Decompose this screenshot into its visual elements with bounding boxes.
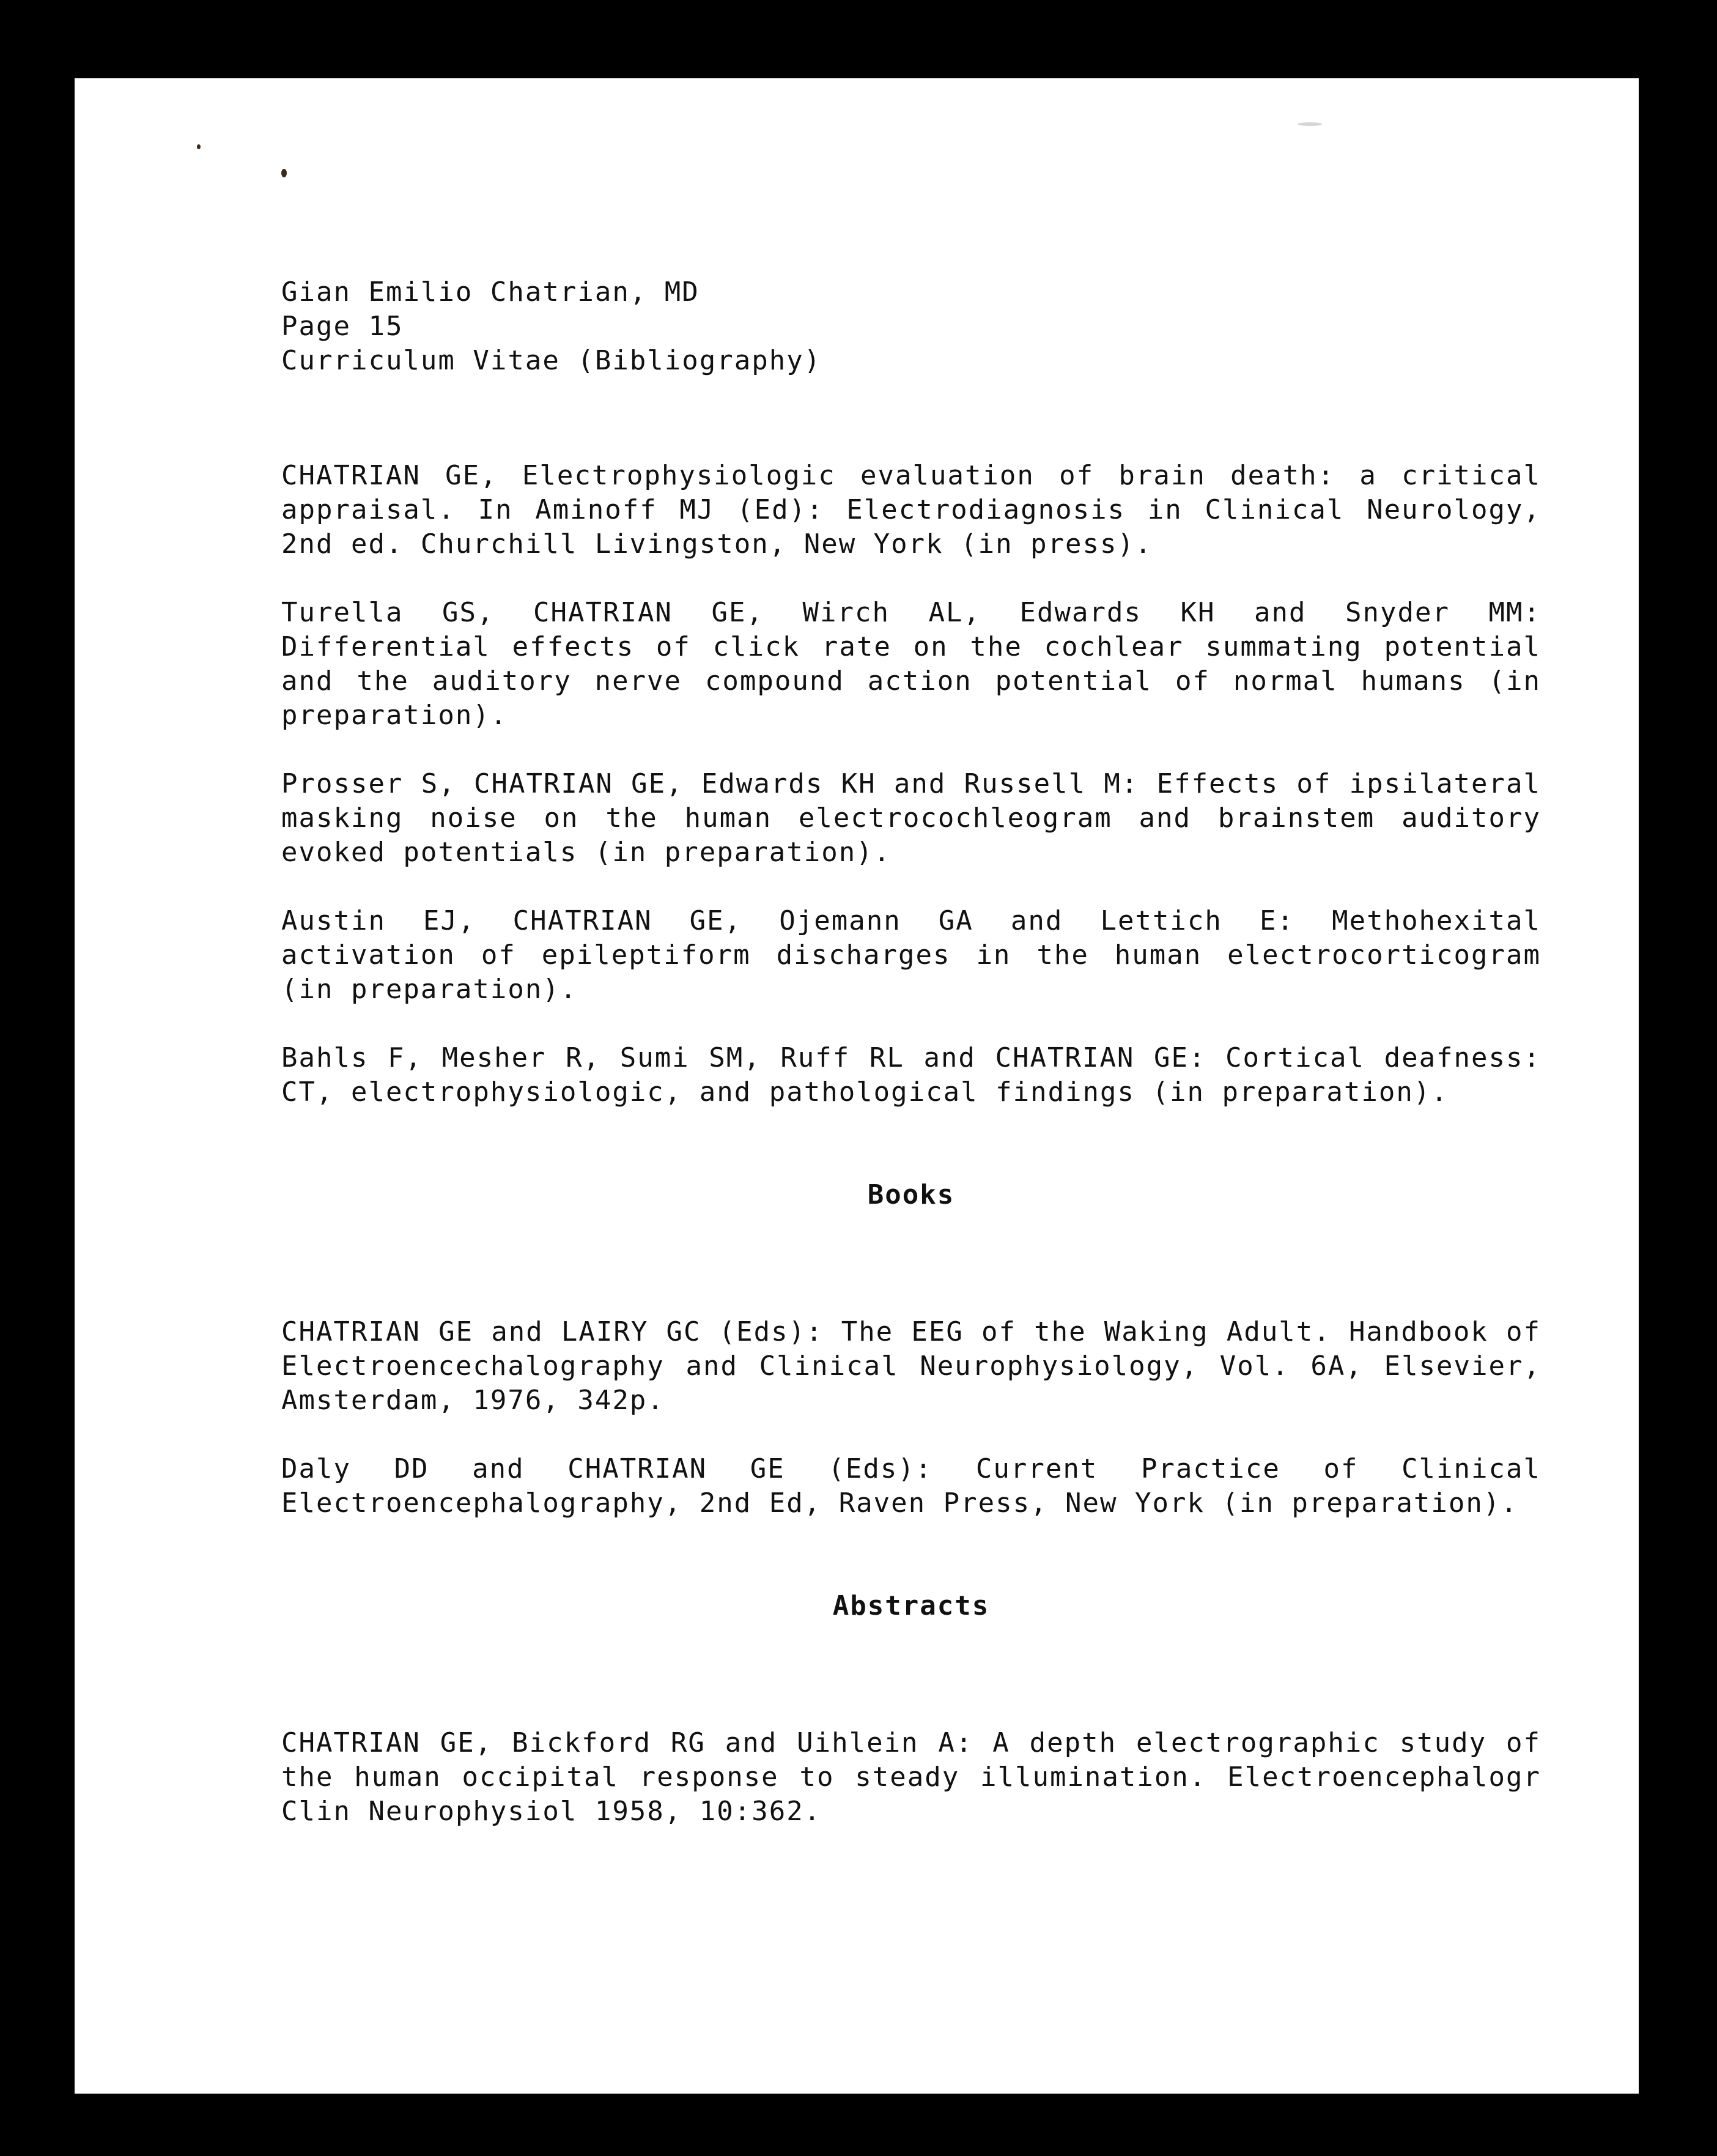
book-entry: CHATRIAN GE and LAIRY GC (Eds): The EEG of the Waking Adult. Handbook of Electroencechalography and Clinical Neurophysiology, Vol. 6A, Elsevier, Amsterdam, 1976, 342p. [281, 1316, 1541, 1416]
publication-entry: CHATRIAN GE, Electrophysiologic evaluation of brain death: a critical appraisal. In Aminoff MJ (Ed): Electrodiagnosis in Clinical Neurology, 2nd ed. Churchill Livingston, New York (in press). [281, 460, 1541, 560]
ink-speck [197, 144, 201, 149]
page-header [281, 275, 1541, 378]
publication-entry: Prosser S, CHATRIAN GE, Edwards KH and Russell M: Effects of ipsilateral masking noise on the human electrocochleogram and brainstem auditory evoked potentials (in preparation). [281, 768, 1541, 868]
book-entry: Daly DD and CHATRIAN GE (Eds): Current Practice of Clinical Electroencephalography, 2nd Ed, Raven Press, New York (in preparation). [281, 1453, 1541, 1519]
author-name: Gian Emilio Chatrian, MD [281, 276, 700, 308]
publication-entry: Turella GS, CHATRIAN GE, Wirch AL, Edwards KH and Snyder MM: Differential effects of click rate on the cochlear summating potential and the auditory nerve compound action potential of normal humans (in preparation). [281, 597, 1541, 731]
document-title: Curriculum Vitae (Bibliography) [281, 345, 822, 376]
publication-entry: Bahls F, Mesher R, Sumi SM, Ruff RL and CHATRIAN GE: Cortical deafness: CT, electrophysiologic, and pathological findings (in preparation). [281, 1042, 1541, 1108]
ink-speck [281, 169, 287, 177]
abstract-entry: CHATRIAN GE, Bickford RG and Uihlein A: A depth electrographic study of the human occipital response to steady illumination. Electroencephalogr Clin Neurophysiol 1958, 10:362. [281, 1727, 1541, 1827]
bibliography-content [281, 275, 1541, 1863]
section-heading-books: Books [867, 1179, 955, 1210]
section-heading-abstracts: Abstracts [832, 1590, 990, 1621]
page-number: Page 15 [281, 311, 404, 342]
publication-entry: Austin EJ, CHATRIAN GE, Ojemann GA and Lettich E: Methohexital activation of epileptiform discharges in the human electrocorticogram (in preparation). [281, 905, 1541, 1005]
paper-smudge [1298, 122, 1322, 126]
document-page [75, 78, 1639, 2094]
